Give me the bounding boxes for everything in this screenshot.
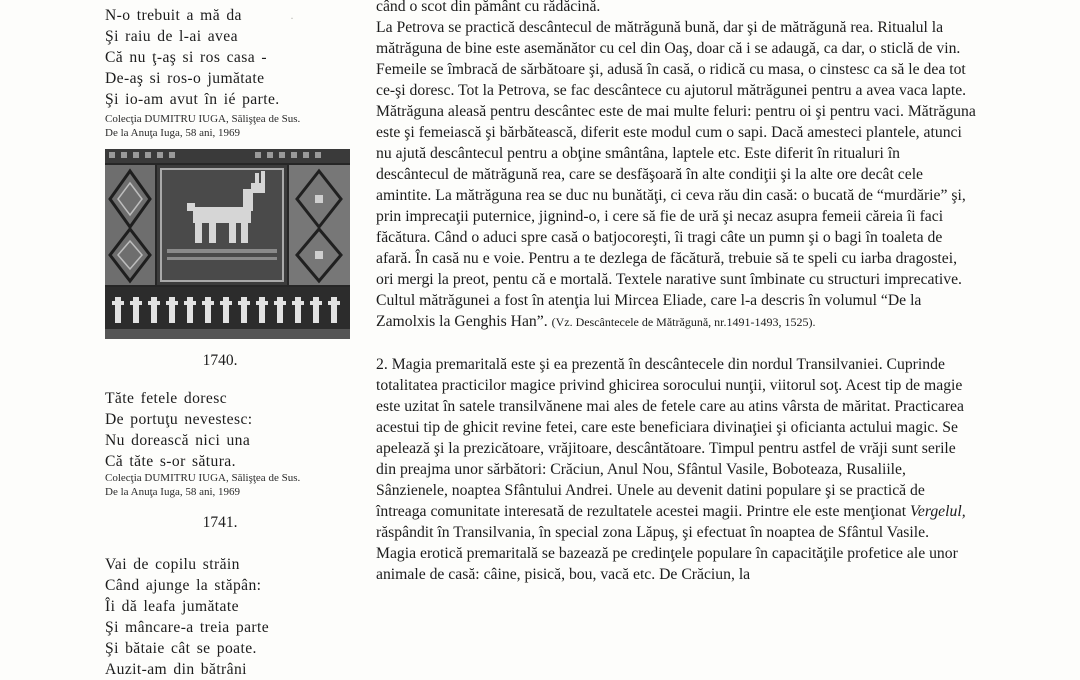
paragraph-text: răspândit în Transilvania, în special zona Lăpuş, şi efectuat în noaptea de Sfântul Vasile. [376,524,929,541]
verse-line: Vai de copilu străin [105,556,240,573]
verse-line: De portuţu nevestesc: [105,411,253,428]
paragraph [376,290,976,333]
paragraph-text: Cultul mătrăgunei a fost în atenţia lui Mircea Eliade, care l-a descris în volumul “De la Zamolxis la Genghis Han”. [376,292,922,330]
collection-credit [105,112,300,140]
bleed-through-text: · [290,11,294,25]
credit-line: De la Anuţa Iuga, 58 ani, 1969 [105,127,241,139]
poem-stanza-1 [105,5,280,110]
paragraph: La Petrova se practică descântecul de mătrăgună bună, dar şi de mătrăgună rea. Ritualul la mătrăguna de bine este asemănător cu cel din Oaş, doar că i se adaugă, ca dar, o sticlă de vin. Femeile se îmbracă de sărbătoare şi, adusă în casă, o ridică cu masa, o cinstesc ca să le dea tot ce-şi doresc. Tot la Petrova, se fac descântece cu ajutorul mătrăgunei pentru a avea vaca lapte. Mătrăguna aleasă pentru descântec este de mai multe feluri: pentru oi şi pentru vaci. Mătrăguna este şi femeiască şi bărbătească, diferit este modul cum o sapi. Dacă amesteci plantele, atunci nu ajută descântecul pentru a obţine smântâna, laptele etc. Este diferit în ritualuri în descântecul de mătrăgună rea, care se desfăşoară în alte condiţii şi la alte ore decât cele amintite. La mătrăguna rea se duc nu bunătăţi, ci ceva rău din casă: o bucată de “murdărie” şi, prin imprecaţii puternice, jignind-o, i cere să fie de ură şi necaz asupra femeii căreia îi faci făcătura. Când o aduci spre casă o batjocoreşti, îi tragi câte un pumn şi o bagi în toaleta de afară. În casă nu e voie. Pentru a te dezlega de făcătură, trebuie să te speli cu iarba dragostei, ori mergi la preot, pentu că e mortală. Textele narative sunt îmbinate cu structuri imprecative. [376,19,976,288]
paragraph: Magia erotică premaritală se bazează pe credinţele populare în capacităţile profetice ale unor animale de casă: câine, pisică, bou, vacă etc. De Crăciun, la [376,545,958,583]
verse-line: Tăte fetele doresc [105,390,228,407]
credit-line: De la Anuţa Iuga, 58 ani, 1969 [105,486,241,498]
verse-line: Că nu ţ-aş si ros casa - [105,49,267,66]
verse-line: Îi dă leafa jumătate [105,598,239,615]
verse-line: N-o trebuit a mă da [105,7,242,24]
verse-line: Auzit-am din bătrâni [105,661,247,678]
italic-term: Vergelul, [910,503,966,520]
poem-stanza-3 [105,554,269,680]
verse-line: Când ajunge la stăpân: [105,577,262,594]
poem-number: 1740. [202,352,238,369]
spacer [376,333,976,354]
paragraph-text: 2. Magia premaritală este şi ea prezentă în descântecele din nordul Transilvaniei. Cuprinde totalitatea practicilor magice privind ghicirea sorocului nunţii, viitorul soţ. Acest tip de magie este uzitat în satele transilvănene mai ales de fetele care au atins vârsta de măritat. Practicarea acestui tip de ghicit revine fetei, care este beneficiara divinaţiei şi oficianta actului magic. Se apelează şi la prezicătoare, vrăjitoare, descântătoare. Timpul pentru astfel de vrăji sunt serile din preajma unor sărbători: Crăciun, Anul Nou, Sfântul Vasile, Boboteaza, Rusaliile, Sânzienele, noaptea Sfântului Andrei. Unele au devenit datini populare şi se practică de întreaga comunitate interesată de rezultatele acestei magii. Printre ele este menţionat [376,356,964,520]
woven-rug-photo [105,149,350,339]
collection-credit [105,471,300,499]
verse-line: Că tăte s-or sătura. [105,453,236,470]
verse-line: Nu dorească nici una [105,432,251,449]
verse-line: Şi io-am avut în ié parte. [105,91,280,108]
paragraph: când o scot din pământ cu rădăcină. [376,0,601,15]
paragraph [376,354,976,543]
main-text-column [376,0,976,585]
verse-line: Şi bătaie cât se poate. [105,640,257,657]
verse-line: De-aş si ros-o jumătate [105,70,265,87]
credit-line: Colecţia DUMITRU IUGA, Sălişţea de Sus. [105,472,301,484]
poem-number: 1741. [202,514,238,531]
reference-note: (Vz. Descântecele de Mătrăgună, nr.1491-1493, 1525). [551,315,816,329]
poem-stanza-2 [105,388,253,472]
verse-line: Şi raiu de l-ai avea [105,28,238,45]
verse-line: Şi mâncare-a treia parte [105,619,270,636]
credit-line: Colecţia DUMITRU IUGA, Sălişţea de Sus. [105,113,301,125]
